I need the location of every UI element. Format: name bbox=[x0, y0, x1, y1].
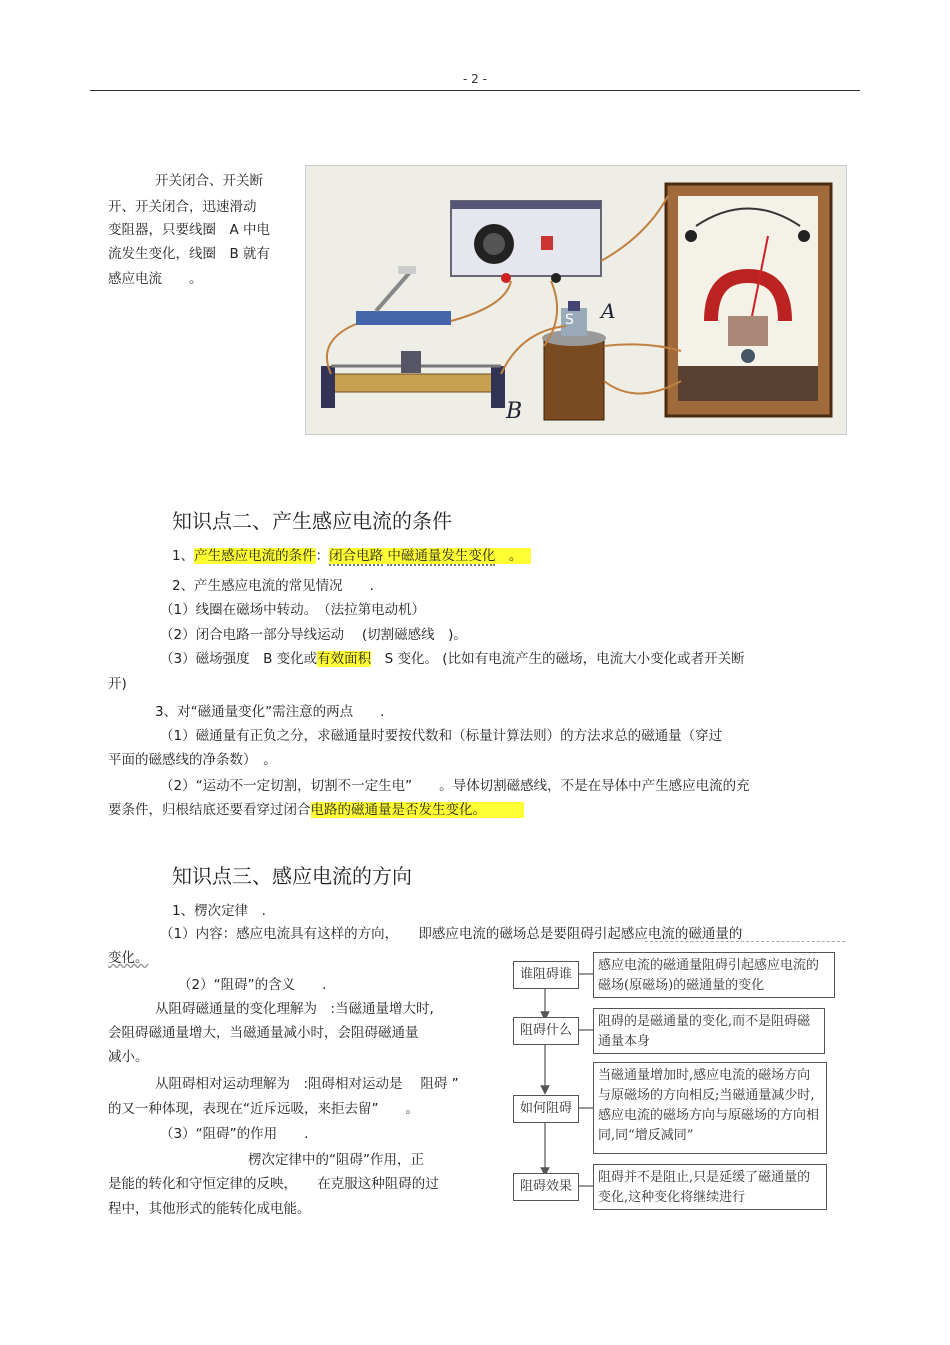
flow-desc-1: 感应电流的磁通量阻碍引起感应电流的磁场(原磁场)的磁通量的变化 bbox=[593, 952, 835, 998]
section3-item1-1b bbox=[108, 945, 149, 971]
apparatus-photo bbox=[305, 165, 847, 435]
section3-p2-2: 的又一种体现，表现在“近斥远吸，来拒去留” 。 bbox=[108, 1101, 419, 1117]
section2-title: 知识点二、产生感应电流的条件 bbox=[172, 509, 452, 533]
section3-p3-1: 楞次定律中的“阻碍”作用，正 bbox=[248, 1152, 424, 1168]
item1-value-a: 闭合电路 bbox=[329, 548, 384, 564]
intro-line-5: 感应电流 。 bbox=[108, 271, 203, 287]
item2-3c: S 变化。 (比如有电流产生的磁场，电流大小变化或者开关断 bbox=[371, 651, 745, 667]
section3-item1-3: （3）“阻碍”的作用 . bbox=[160, 1126, 309, 1142]
header-rule bbox=[90, 90, 860, 91]
item3-2c: 电路的磁通量是否发生变化。 bbox=[311, 802, 525, 818]
intro-line-2: 开、开关闭合，迅速滑动 bbox=[108, 199, 257, 215]
item1-prefix: 1、 bbox=[172, 548, 195, 564]
flow-key-4: 阻碍效果 bbox=[513, 1173, 579, 1201]
intro-line-1: 开关闭合、开关断 bbox=[155, 173, 263, 189]
flow-desc-4: 阻碍并不是阻止,只是延缓了磁通量的变化,这种变化将继续进行 bbox=[593, 1164, 827, 1210]
section2-item2-2: （2）闭合电路一部分导线运动 (切割磁感线 )。 bbox=[160, 627, 467, 643]
item1-label: 产生感应电流的条件 bbox=[194, 548, 316, 564]
section3-p2-1: 从阻碍相对运动理解为 :阻碍相对运动是 阻碍 ” bbox=[155, 1076, 459, 1092]
item2-3a: （3）磁场强度 B 变化或 bbox=[160, 651, 318, 667]
item1-1b-text: 变化。 bbox=[108, 950, 149, 966]
section2-item3: 3、对“磁通量变化”需注意的两点 . bbox=[155, 704, 385, 720]
coil-b-label: B bbox=[506, 399, 523, 424]
section2-item2-3d: 开) bbox=[108, 676, 127, 692]
item1-end: 。 bbox=[508, 548, 516, 564]
item1-colon: ： bbox=[315, 548, 330, 564]
section2-item3-1b: 平面的磁感线的净条数） 。 bbox=[108, 752, 277, 768]
section2-item3-2b bbox=[108, 797, 524, 823]
section3-item1-2: （2）“阻碍”的含义 . bbox=[178, 977, 327, 993]
s-label: S bbox=[565, 312, 574, 328]
flow-desc-3: 当磁通量增加时,感应电流的磁场方向与原磁场的方向相反;当磁通量减少时,感应电流的磁场方向与原磁场的方向相同,同“增反减同” bbox=[593, 1062, 827, 1154]
section2-item3-1a: （1）磁通量有正负之分，求磁通量时要按代数和（标量计算法则）的方法求总的磁通量（穿过 bbox=[160, 728, 723, 744]
flow-chart bbox=[505, 950, 845, 1212]
coil-a-label: A bbox=[601, 299, 616, 323]
item2-3b: 有效面积 bbox=[317, 651, 372, 667]
section2-item2-3 bbox=[160, 646, 745, 672]
intro-line-3: 变阻器，只要线圈 A 中电 bbox=[108, 222, 271, 238]
section2-item2-1: （1）线圈在磁场中转动。 （法拉第电动机） bbox=[160, 602, 426, 618]
item3-2b: 要条件，归根结底还要看穿过闭合 bbox=[108, 802, 311, 818]
section2-item2: 2、产生感应电流的常见情况 . bbox=[172, 578, 374, 594]
flow-key-2: 阻碍什么 bbox=[513, 1017, 579, 1045]
intro-line-4: 流发生变化，线圈 B 就有 bbox=[108, 246, 271, 262]
section3-p1-3: 减小。 bbox=[108, 1049, 149, 1065]
section3-item1: 1、楞次定律 . bbox=[172, 903, 266, 919]
item1-value-b: 中磁通量发生变化 bbox=[387, 548, 496, 564]
page-number: - 2 - bbox=[463, 72, 487, 86]
item1-value bbox=[329, 548, 531, 564]
section3-title: 知识点三、感应电流的方向 bbox=[172, 864, 412, 888]
section3-p1-1: 从阻碍磁通量的变化理解为 :当磁通量增大时, bbox=[155, 1001, 434, 1017]
section3-p3-2: 是能的转化和守恒定律的反映， 在克服这种阻碍的过 bbox=[108, 1176, 439, 1192]
section3-item1-1a: （1）内容：感应电流具有这样的方向， 即感应电流的磁场总是要阻碍引起感应电流的磁通量的 bbox=[160, 926, 743, 942]
section2-item3-2a: （2）“运动不一定切割，切割不一定生电” 。导体切割磁感线，不是在导体中产生感应电流的充 bbox=[160, 778, 750, 794]
section3-p1-2: 会阻碍磁通量增大，当磁通量减小时，会阻碍磁通量 bbox=[108, 1025, 419, 1041]
flow-key-3: 如何阻碍 bbox=[513, 1095, 579, 1123]
section2-item1 bbox=[172, 543, 531, 569]
line-rule bbox=[645, 941, 845, 943]
section3-p3-3: 程中，其他形式的能转化成电能。 bbox=[108, 1201, 311, 1217]
flow-key-1: 谁阻碍谁 bbox=[513, 961, 579, 989]
apparatus-illustration bbox=[306, 166, 846, 434]
flow-desc-2: 阻碍的是磁通量的变化,而不是阻碍磁通量本身 bbox=[593, 1008, 825, 1054]
